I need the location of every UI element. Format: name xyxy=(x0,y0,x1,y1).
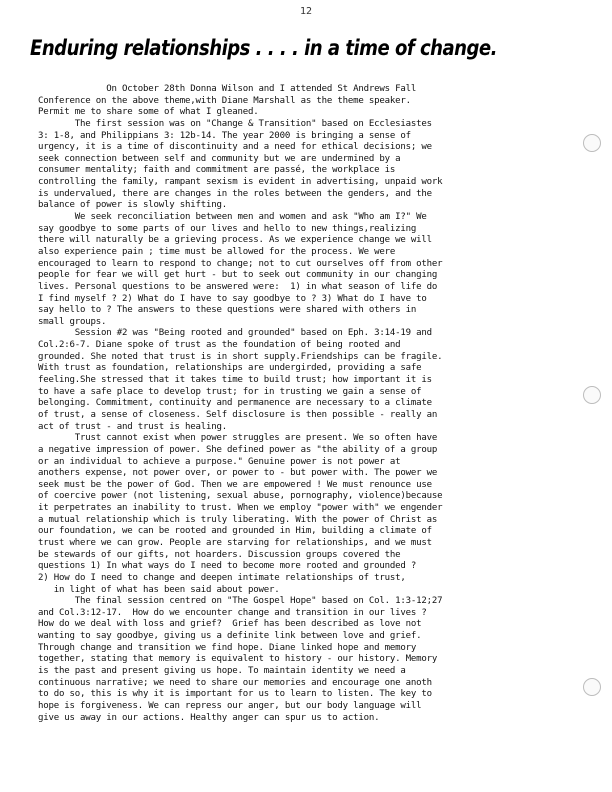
body-line: continuous narrative; we need to share our memories and encourage one anoth xyxy=(38,676,432,688)
body-line: to do so, this is why it is important for us to learn to listen. The key to xyxy=(38,688,432,700)
body-line: grounded. She noted that trust is in short supply.Friendships can be fragile. xyxy=(38,350,443,362)
body-line: lives. Personal questions to be answered were: 1) in what season of life do xyxy=(38,280,438,292)
body-line: Col.2:6-7. Diane spoke of trust as the foundation of being rooted and xyxy=(38,339,401,351)
body-line: is the past and present giving us hope. To maintain identity we need a xyxy=(38,665,406,677)
body-line: together, stating that memory is equivalent to history - our history. Memory xyxy=(38,653,438,665)
body-line: On October 28th Donna Wilson and I attended St Andrews Fall xyxy=(38,83,417,94)
body-line: there will naturally be a grieving process. As we experience change we will xyxy=(38,234,432,246)
body-line: give us away in our actions. Healthy anger can spur us to action. xyxy=(38,711,380,723)
body-line: Permit me to share some of what I gleaned. xyxy=(38,106,259,118)
body-line: and Col.3:12-17. How do we encounter change and transition in our lives ? xyxy=(38,606,427,618)
body-line: controlling the family, rampant sexism is evident in advertising, unpaid work xyxy=(38,176,443,188)
body-line: I find myself ? 2) What do I have to say goodbye to ? 3) What do I have to xyxy=(38,292,427,304)
body-line: it perpetrates an inability to trust. When we employ "power with" we engender xyxy=(38,502,443,514)
body-line: balance of power is slowly shifting. xyxy=(38,199,228,211)
body-line: to have a safe place to develop trust; for in trusting we gain a sense of xyxy=(38,385,422,397)
punch-hole xyxy=(583,678,601,696)
body-line: The final session centred on "The Gospel Hope" based on Col. 1:3-12;27 xyxy=(38,595,443,607)
body-line: small groups. xyxy=(38,315,107,327)
body-line: wanting to say goodbye, giving us a definite link between love and grief. xyxy=(38,630,422,642)
body-line: 3: 1-8, and Philippians 3: 12b-14. The year 2000 is bringing a sense of xyxy=(38,129,411,141)
body-line: hope is forgiveness. We can repress our anger, but our body language will xyxy=(38,699,422,711)
body-line: How do we deal with loss and grief? Grief has been described as love not xyxy=(38,618,422,630)
body-line: of trust, a sense of closeness. Self disclosure is then possible - really an xyxy=(38,408,438,420)
body-line: seek must be the power of God. Then we are empowered ! We must renounce use xyxy=(38,478,432,490)
body-line: 2) How do I need to change and deepen intimate relationships of trust, xyxy=(38,571,406,583)
body-line: questions 1) In what ways do I need to become more rooted and grounded ? xyxy=(38,560,417,572)
body-line: be stewards of our gifts, not hoarders. Discussion groups covered the xyxy=(38,548,401,560)
body-line: trust where we can grow. People are starving for relationships, and we must xyxy=(38,536,432,548)
body-line: our foundation, we can be rooted and grounded in Him, building a climate of xyxy=(38,525,432,537)
punch-hole xyxy=(583,134,601,152)
body-line: in light of what has been said about power. xyxy=(38,583,280,595)
body-line: of coercive power (not listening, sexual abuse, pornography, violence)because xyxy=(38,490,443,502)
article-body xyxy=(38,83,598,723)
body-line: encouraged to learn to respond to change; not to cut ourselves off from other xyxy=(38,257,443,269)
body-line: urgency, it is a time of discontinuity and a need for ethical decisions; we xyxy=(38,141,432,153)
body-line: With trust as foundation, relationships are undergirded, providing a safe xyxy=(38,362,422,374)
body-line: consumer mentality; faith and commitment are passé, the workplace is xyxy=(38,164,396,176)
body-line: Conference on the above theme,with Diane Marshall as the theme speaker. xyxy=(38,94,411,106)
body-line: Through change and transition we find hope. Diane linked hope and memory xyxy=(38,641,417,653)
body-line: anothers expense, not power over, or power to - but power with. The power we xyxy=(38,467,438,479)
body-line: Session #2 was "Being rooted and grounded" based on Eph. 3:14-19 and xyxy=(38,327,432,339)
article-title: Enduring relationships . . . . in a time of change. xyxy=(30,36,497,60)
body-line: feeling.She stressed that it takes time to build trust; how important it is xyxy=(38,374,432,386)
body-line: Trust cannot exist when power struggles are present. We so often have xyxy=(38,432,438,444)
body-line: or an individual to achieve a purpose." Genuine power is not power at xyxy=(38,455,401,467)
body-line: say goodbye to some parts of our lives and hello to new things,realizing xyxy=(38,222,417,234)
page-number: 12 xyxy=(299,6,313,17)
body-line: also experience pain ; time must be allowed for the process. We were xyxy=(38,245,396,257)
body-line: The first session was on "Change & Transition" based on Ecclesiastes xyxy=(38,117,432,129)
punch-hole xyxy=(583,386,601,404)
body-line: a mutual relationship which is truly liberating. With the power of Christ as xyxy=(38,513,438,525)
body-line: is undervalued, there are changes in the roles between the genders, and the xyxy=(38,187,432,199)
body-line: We seek reconciliation between men and women and ask "Who am I?" We xyxy=(38,211,427,223)
body-line: people for fear we will get hurt - but to seek out community in our changing xyxy=(38,269,438,281)
body-line: seek connection between self and community but we are undermined by a xyxy=(38,152,401,164)
body-line: act of trust - and trust is healing. xyxy=(38,420,228,432)
body-line: belonging. Commitment, continuity and permanence are necessary to a climate xyxy=(38,397,432,409)
body-line: a negative impression of power. She defined power as "the ability of a group xyxy=(38,443,438,455)
body-line: say hello to ? The answers to these questions were shared with others in xyxy=(38,304,417,316)
